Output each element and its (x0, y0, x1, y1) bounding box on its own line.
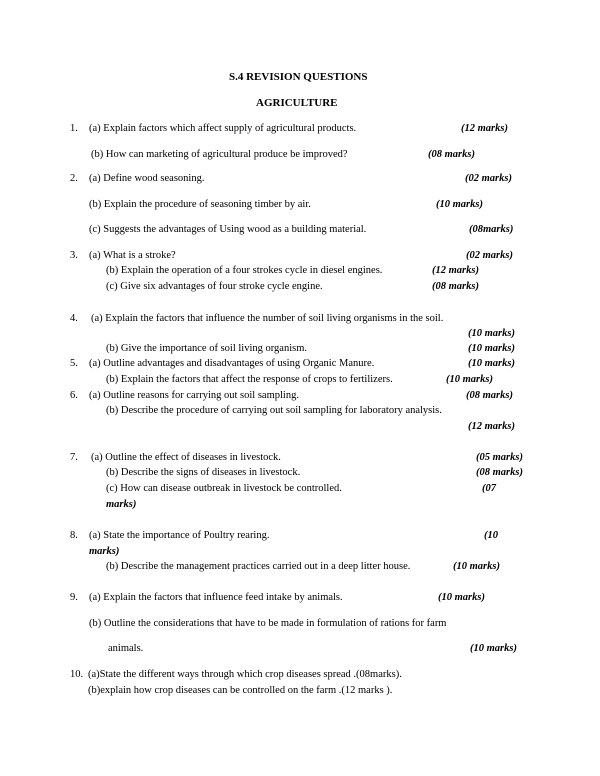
question-4a-marks: (10 marks) (468, 328, 515, 339)
question-1b-text: (b) How can marketing of agricultural produce be improved? (91, 149, 348, 160)
question-8-number: 8. (70, 530, 78, 541)
question-9-number: 9. (70, 592, 78, 603)
question-2-number: 2. (70, 173, 78, 184)
question-1a-text: (a) Explain factors which affect supply of agricultural products. (89, 123, 357, 134)
question-9a-marks: (10 marks) (438, 592, 485, 603)
question-6-number: 6. (70, 390, 78, 401)
question-4-number: 4. (70, 313, 78, 324)
question-3a-text: (a) What is a stroke? (89, 250, 176, 261)
question-4a-text: (a) Explain the factors that influence the number of soil living organisms in the soil. (91, 313, 444, 324)
question-9b-marks: (10 marks) (470, 643, 517, 654)
question-9a-text: (a) Explain the factors that influence feed intake by animals. (89, 592, 343, 603)
question-3-number: 3. (70, 250, 78, 261)
question-1-number: 1. (70, 123, 78, 134)
question-7c-marks-start: (07 (482, 483, 496, 494)
question-7b-marks: (08 marks) (476, 467, 523, 478)
question-2b-text: (b) Explain the procedure of seasoning timber by air. (89, 199, 311, 210)
question-2c-text: (c) Suggests the advantages of Using wood as a building material. (89, 224, 367, 235)
question-5b-marks: (10 marks) (446, 374, 493, 385)
question-9b-continuation: animals. (108, 643, 144, 654)
question-2a-text: (a) Define wood seasoning. (89, 173, 205, 184)
question-10b-text: (b)explain how crop diseases can be controlled on the farm .(12 marks ). (88, 685, 393, 696)
question-3b-text: (b) Explain the operation of a four strokes cycle in diesel engines. (106, 265, 383, 276)
question-2c-marks: (08marks) (469, 224, 514, 235)
question-4b-marks: (10 marks) (468, 343, 515, 354)
question-3c-marks: (08 marks) (432, 281, 479, 292)
question-2a-marks: (02 marks) (465, 173, 512, 184)
question-6a-text: (a) Outline reasons for carrying out soil sampling. (89, 390, 299, 401)
question-5a-text: (a) Outline advantages and disadvantages of using Organic Manure. (89, 358, 375, 369)
question-10-number: 10. (70, 669, 84, 680)
question-1a-marks: (12 marks) (461, 123, 508, 134)
subject-heading: AGRICULTURE (256, 97, 338, 109)
question-8b-marks: (10 marks) (453, 561, 500, 572)
question-7-number: 7. (70, 452, 78, 463)
question-7b-text: (b) Describe the signs of diseases in livestock. (106, 467, 301, 478)
question-5-number: 5. (70, 358, 78, 369)
question-7c-marks-end: marks) (106, 499, 137, 510)
question-8b-text: (b) Describe the management practices carried out in a deep litter house. (106, 561, 411, 572)
question-5b-text: (b) Explain the factors that affect the response of crops to fertilizers. (106, 374, 393, 385)
question-1b-marks: (08 marks) (428, 149, 475, 160)
question-4b-text: (b) Give the importance of soil living organism. (106, 343, 308, 354)
question-6b-text: (b) Describe the procedure of carrying out soil sampling for laboratory analysis. (106, 405, 442, 416)
question-8a-marks-end: marks) (89, 546, 120, 557)
question-6b-marks: (12 marks) (468, 421, 515, 432)
question-5a-marks: (10 marks) (468, 358, 515, 369)
question-2b-marks: (10 marks) (436, 199, 483, 210)
question-3c-text: (c) Give six advantages of four stroke cycle engine. (106, 281, 323, 292)
question-7a-text: (a) Outline the effect of diseases in livestock. (91, 452, 281, 463)
question-9b-text: (b) Outline the considerations that have to be made in formulation of rations for farm (89, 618, 447, 629)
question-8a-marks-start: (10 (484, 530, 498, 541)
question-7c-text: (c) How can disease outbreak in livestock be controlled. (106, 483, 342, 494)
question-3a-marks: (02 marks) (466, 250, 513, 261)
question-7a-marks: (05 marks) (476, 452, 523, 463)
page-title: S.4 REVISION QUESTIONS (229, 71, 368, 83)
question-10a-text: (a)State the different ways through which crop diseases spread .(08marks). (88, 669, 402, 680)
question-6a-marks: (08 marks) (466, 390, 513, 401)
question-8a-text: (a) State the importance of Poultry rearing. (89, 530, 270, 541)
question-3b-marks: (12 marks) (432, 265, 479, 276)
